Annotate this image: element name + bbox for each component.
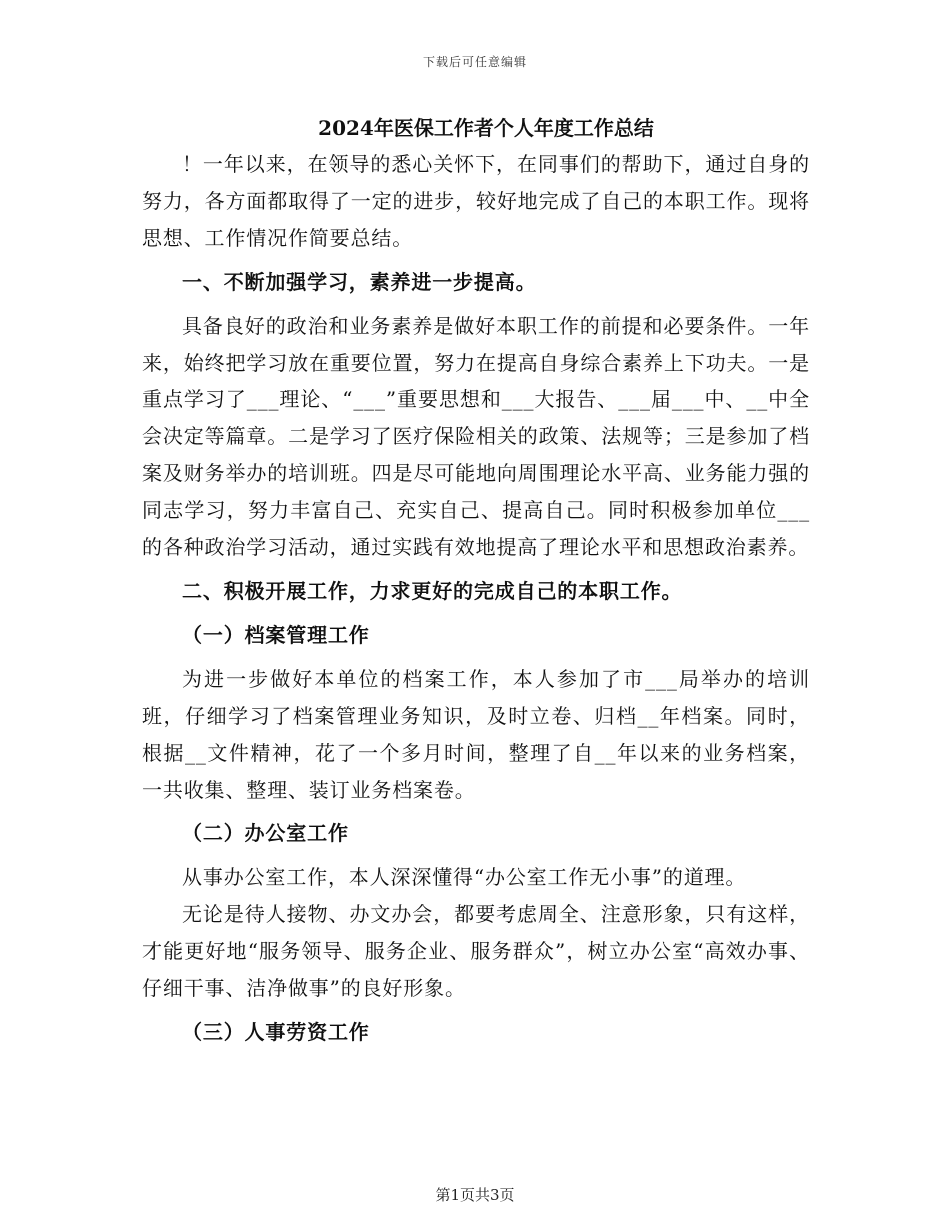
document-title: 2024年医保工作者个人年度工作总结 <box>318 116 654 140</box>
section1-heading: 一、不断加强学习，素养进一步提高。 <box>182 269 537 294</box>
subsection1-heading: （一）档案管理工作 <box>182 622 370 647</box>
page-footer: 第1页共3页 <box>435 1186 515 1204</box>
page-header: 下载后可任意编辑 <box>422 55 527 69</box>
subsection2-heading: （二）办公室工作 <box>182 821 349 846</box>
intro-paragraph: ！一年以来，在领导的悉心关怀下，在同事们的帮助下，通过自身的努力，各方面都取得了一定的进步，较好地完成了自己的本职工作。现将思想、工作情况作简要总结。 <box>142 152 810 250</box>
subsection2-paragraph-2: 无论是待人接物、办文办会，都要考虑周全、注意形象，只有这样，才能更好地“服务领导、服务企业、服务群众”，树立办公室“高效办事、仔细干事、洁净做事”的良好形象。 <box>142 902 810 1001</box>
section2-heading: 二、积极开展工作，力求更好的完成自己的本职工作。 <box>182 578 683 603</box>
document-body <box>142 110 810 1051</box>
section1-paragraph: 具备良好的政治和业务素养是做好本职工作的前提和必要条件。一年来，始终把学习放在重要位置，努力在提高自身综合素养上下功夫。一是重点学习了___理论、“___”重要思想和___大报告、___届___中、__中全会决定等篇章。二是学习了医疗保险相关的政策、法规等；三是参加了档案及财务举办的培训班。四是尽可能地向周围理论水平高、业务能力强的同志学习，努力丰富自己、充实自己、提高自己。同时积极参加单位___的各种政治学习活动，通过实践有效地提高了理论水平和思想政治素养。 <box>142 313 810 560</box>
subsection2-paragraph-1: 从事办公室工作，本人深深懂得“办公室工作无小事”的道理。 <box>182 865 747 890</box>
subsection3-heading: （三）人事劳资工作 <box>182 1019 370 1044</box>
subsection1-paragraph: 为进一步做好本单位的档案工作，本人参加了市___局举办的培训班，仔细学习了档案管理业务知识，及时立卷、归档__年档案。同时，根据__文件精神，花了一个多月时间，整理了自__年以来的业务档案，一共收集、整理、装订业务档案卷。 <box>142 666 810 802</box>
